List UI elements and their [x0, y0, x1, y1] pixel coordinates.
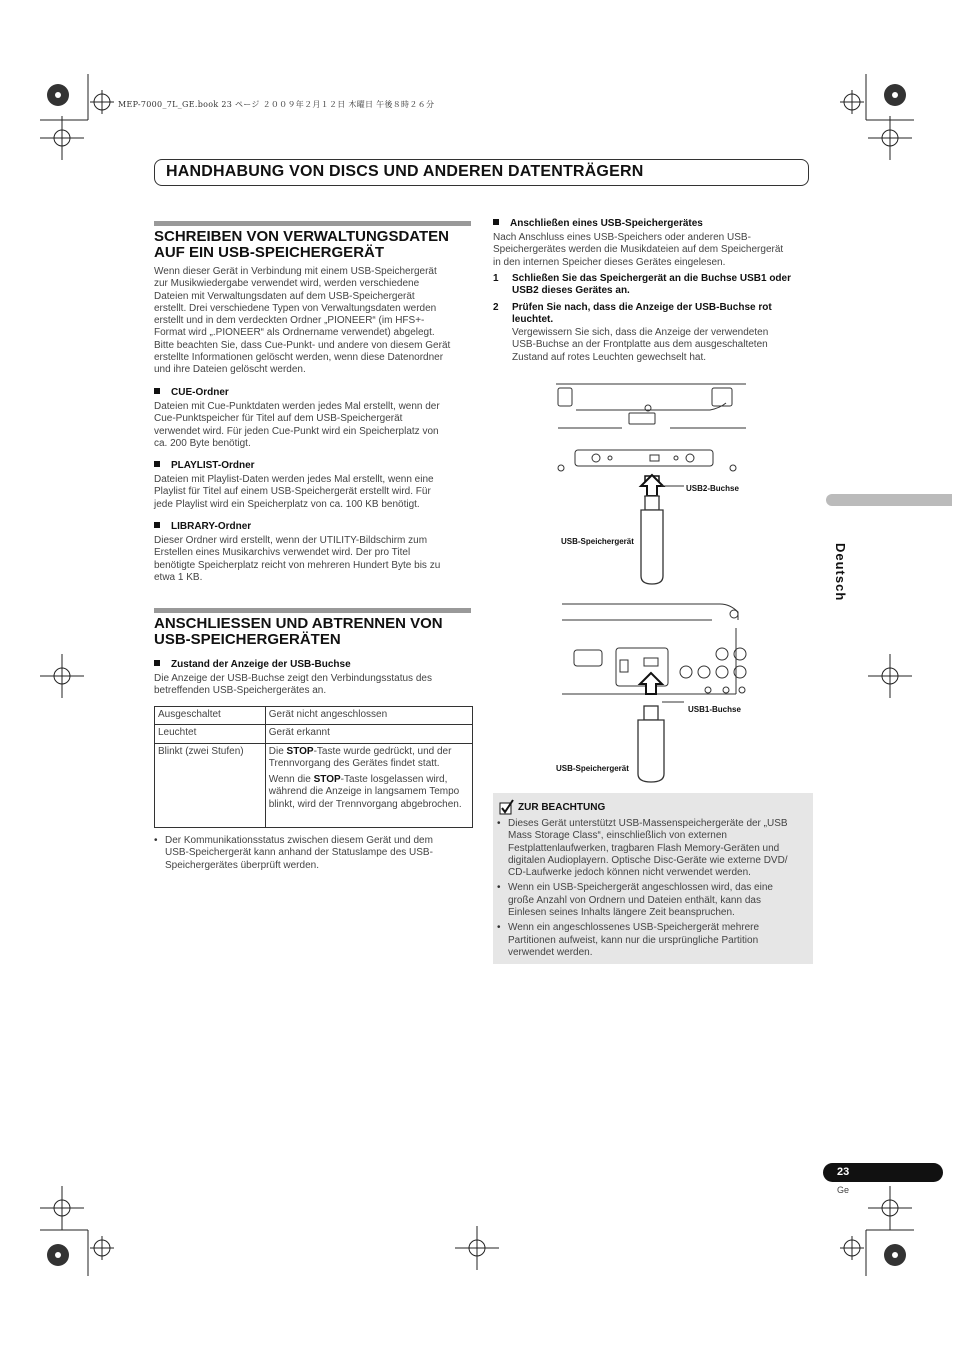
cell-paragraph [269, 746, 469, 771]
rear-panel-diagram [560, 598, 754, 788]
status-table [154, 706, 473, 828]
square-bullet-icon [154, 660, 160, 666]
table-cell: Gerät erkannt [265, 725, 472, 743]
subheading-label: CUE-Ordner [171, 387, 229, 398]
usb2-socket-label: USB2-Buchse [686, 484, 739, 493]
section-title-line: AUF EIN USB-SPEICHERGERÄT [154, 244, 385, 261]
text-line: Cue-Punktspeicher für Titel auf dem USB-Speichergerät [154, 413, 403, 425]
text-line: ca. 200 Byte benötigt. [154, 437, 251, 449]
text-line: große Anzahl von Ordnern und Dateien enthält, kann das [508, 894, 761, 906]
subheading-playlist [154, 460, 255, 471]
square-bullet-icon [154, 388, 160, 394]
connect-intro [493, 232, 813, 269]
subheading-label: PLAYLIST-Ordner [171, 460, 255, 471]
language-tab [826, 494, 952, 506]
text-line: benötigte Speicherplatz reicht von mehreren Hundert Byte bis zu [154, 559, 441, 571]
section-intro [154, 266, 474, 377]
text-line: Wenn dieser Gerät in Verbindung mit einem USB-Speichergerät [154, 266, 437, 277]
section-title-line: ANSCHLIESSEN UND ABTRENNEN VON [154, 615, 443, 632]
text-line: erstellt und in dem verdeckten Ordner „PIONEER“ (im HFS+- [154, 315, 425, 327]
text-line: Erstellen eines Musikarchivs verwendet wird. Der pro Titel [154, 547, 411, 559]
text-line: • Dieses Gerät unterstützt USB-Massenspeichergeräte der „USB [508, 818, 788, 829]
library-text [154, 535, 474, 584]
stop-key-label: STOP [313, 774, 341, 786]
section-title [154, 616, 474, 648]
usb1-socket-label: USB1-Buchse [688, 705, 741, 714]
text-line: Nach Anschluss eines USB-Speichers oder anderen USB- [493, 232, 751, 243]
text-line: Festplattenlaufwerken, tragbaren Flash Memory-Geräten und [508, 842, 780, 854]
table-row [155, 743, 473, 827]
square-bullet-icon [154, 522, 160, 528]
text-line: • Wenn ein angeschlossenes USB-Speichergerät mehrere [508, 922, 760, 934]
subheading-label: LIBRARY-Ordner [171, 521, 252, 532]
text-run: Wenn die [268, 774, 314, 786]
text-line: leuchtet. [512, 314, 554, 326]
note-list [497, 818, 811, 959]
status-table-wrap [154, 706, 473, 828]
page-number: 23 [837, 1166, 850, 1178]
note-bullet [497, 922, 811, 959]
section-title [154, 229, 474, 261]
subheading-cue [154, 387, 229, 398]
text-line: Vergewissern Sie sich, dass die Anzeige der verwendeten [512, 327, 769, 338]
text-line: und ihre Dateien gelöscht werden. [154, 364, 306, 376]
section-title-line: SCHREIBEN VON VERWALTUNGSDATEN [154, 228, 450, 245]
usb-device-label: USB-Speichergerät [561, 537, 634, 546]
text-line: Bitte beachten Sie, dass Cue-Punkt- und andere von diesem Gerät [154, 339, 451, 351]
table-cell [265, 743, 472, 827]
section-bar [154, 221, 471, 226]
table-cell: Leuchtet [155, 725, 266, 743]
text-run: Die [268, 745, 287, 757]
text-line: jede Playlist wird ein Speicherplatz von ca. 100 KB benötigt. [154, 498, 420, 510]
text-line: • Der Kommunikationsstatus zwischen diesem Gerät und dem [165, 835, 433, 846]
table-cell: Gerät nicht angeschlossen [265, 707, 472, 725]
table-cell: Blinkt (zwei Stufen) [155, 743, 266, 827]
text-line: Playlist für Titel auf einem USB-Speichergerät erstellt wird. Für [154, 486, 431, 498]
text-line: Dieser Ordner wird erstellt, wenn der UTILITY-Bildschirm zum [154, 535, 428, 546]
checkmark-icon [499, 799, 515, 815]
note-bullet [497, 818, 811, 879]
text-line: Format wird „.PIONEER“ als Ordnername verwendet) abgelegt. [154, 327, 435, 339]
square-bullet-icon [154, 461, 160, 467]
text-line: Mass Storage Class“, einschließlich von externen [508, 830, 727, 842]
text-line: Partitionen aufweist, kann nur die ursprüngliche Partition [508, 934, 759, 946]
text-line: Zustand auf rotes Leuchten gewechselt hat. [512, 351, 707, 363]
text-line: erstellte Informationen gelöscht werden, wenn diese Datenordner [154, 352, 444, 364]
page-language-code: Ge [837, 1185, 850, 1195]
text-line: Dateien mit Playlist-Daten werden jedes Mal erstellt, wenn eine [154, 474, 434, 485]
text-line: CD-Laufwerke jedoch können nicht verwendet werden. [508, 867, 751, 879]
text-line: Speichergerätes werden die Musikdateien auf dem Speichergerät [493, 244, 784, 256]
language-label: Deutsch [833, 543, 848, 602]
table-cell: Ausgeschaltet [155, 707, 266, 725]
playlist-text [154, 474, 474, 511]
section-bar [154, 608, 471, 613]
text-line: erstellt. Drei verschiedene Typen von Verwaltungsdaten werden [154, 302, 437, 314]
status-bullet [154, 835, 485, 872]
step-2-text [512, 327, 812, 364]
text-line: Die Anzeige der USB-Buchse zeigt den Verbindungsstatus des [154, 673, 432, 684]
text-line: • Wenn ein USB-Speichergerät angeschlossen wird, das eine [508, 882, 773, 894]
usb-device-label: USB-Speichergerät [556, 764, 629, 773]
step-number: 1 [493, 273, 499, 284]
text-line: Einlesen seines Inhalts längere Zeit beanspruchen. [508, 907, 735, 919]
text-line: Dateien mit Cue-Punktdaten werden jedes Mal erstellt, wenn der [154, 401, 440, 412]
text-line: etwa 1 KB. [154, 571, 203, 583]
subheading-status [154, 659, 351, 670]
text-line: betreffenden USB-Speichergerätes an. [154, 685, 327, 697]
text-line: Prüfen Sie nach, dass die Anzeige der USB-Buchse rot [512, 302, 772, 313]
note-bullet [497, 882, 811, 919]
subheading-connect [493, 218, 703, 229]
text-line: zur Musikwiedergabe verwendet wird, werden verschiedene [154, 278, 420, 290]
text-line: Speichergerätes überprüft werden. [165, 859, 319, 871]
text-line: verwendet wird. Für jeden Cue-Punkt wird ein Speicherplatz von [154, 425, 439, 437]
stop-key-label: STOP [286, 745, 314, 757]
text-line: USB-Speichergerät kann anhand der Statuslampe des USB- [165, 847, 433, 859]
text-run: -Taste wurde gedrückt, und der Trennvorgang des Gerätes findet statt. [268, 745, 452, 769]
cue-text [154, 401, 474, 450]
table-row [155, 725, 473, 743]
text-line: USB-Buchse an der Frontplatte aus dem ausgeschalteten [512, 339, 768, 351]
text-line: in den internen Speicher dieses Gerätes eingelesen. [493, 256, 726, 268]
subheading-label: Zustand der Anzeige der USB-Buchse [171, 659, 351, 670]
subheading-label: Anschließen eines USB-Speichergerätes [510, 218, 703, 229]
step-number: 2 [493, 302, 499, 313]
note-heading: ZUR BEACHTUNG [518, 802, 606, 813]
print-header: MEP-7000_7L_GE.book 23 ページ ２００９年２月１２日 木曜日 午後８時２６分 [118, 100, 435, 109]
cell-paragraph [269, 774, 469, 811]
text-run: -Taste losgelassen wird, während die Anzeige in langsamem Tempo blinkt, wird der Trennvorgang abgebrochen. [268, 774, 462, 810]
text-line: USB2 dieses Gerätes an. [512, 285, 630, 297]
step-1 [493, 273, 813, 298]
text-line: verwendet werden. [508, 946, 593, 958]
status-intro [154, 673, 474, 698]
section-title-line: USB-SPEICHERGERÄTEN [154, 631, 341, 648]
text-line: Dateien mit Verwaltungsdaten auf dem USB-Speichergerät [154, 290, 415, 302]
square-bullet-icon [493, 219, 499, 225]
front-panel-diagram [550, 378, 750, 588]
text-line: digitalen Audioplayern. Optische Disc-Geräte wie externe DVD/ [508, 854, 788, 866]
text-line: Schließen Sie das Speichergerät an die Buchse USB1 oder [512, 273, 791, 284]
table-row [155, 707, 473, 725]
subheading-library [154, 521, 251, 532]
chapter-title: HANDHABUNG VON DISCS UND ANDEREN DATENTRÄGERN [166, 163, 644, 180]
step-2 [493, 302, 813, 327]
